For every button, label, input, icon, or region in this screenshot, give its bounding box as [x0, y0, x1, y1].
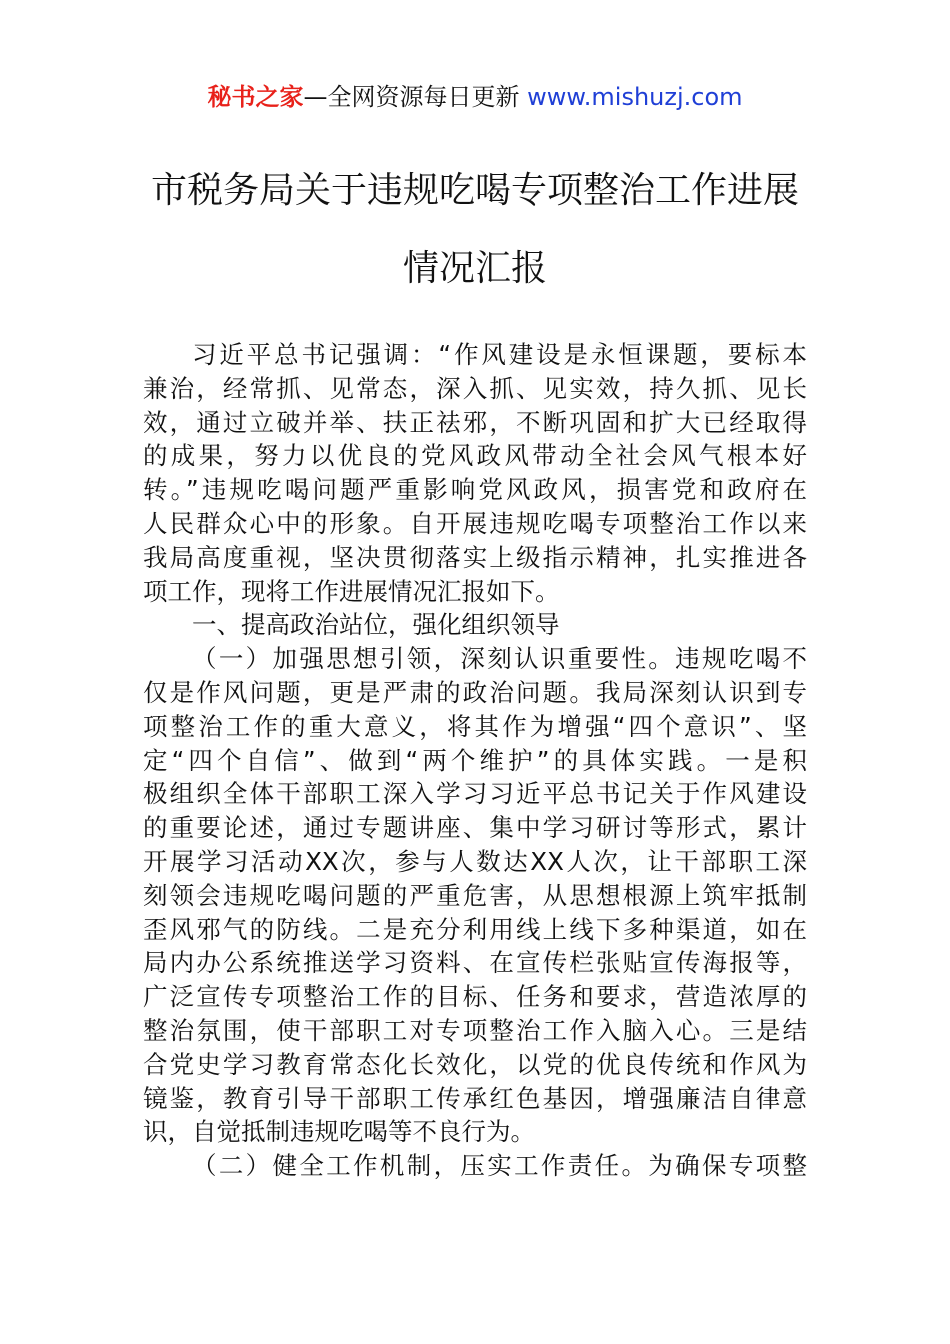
text-line: 人民群众心中的形象。自开展违规吃喝专项整治工作以来 — [143, 508, 807, 538]
text-line: 极组织全体干部职工深入学习习近平总书记关于作风建设 — [143, 779, 807, 809]
text-line: 合党史学习教育常态化长效化，以党的优良传统和作风为 — [143, 1049, 807, 1079]
text-line: 镜鉴，教育引导干部职工传承红色基因，增强廉洁自律意 — [143, 1083, 807, 1113]
text-line: 兼治，经常抓、见常态，深入抓、见实效，持久抓、见长 — [143, 373, 807, 403]
title-line-1: 市税务局关于违规吃喝专项整治工作进展 — [150, 170, 799, 211]
text-line: 转。”违规吃喝问题严重影响党风政风，损害党和政府在 — [143, 475, 807, 505]
site-url-link[interactable]: www.mishuzj.com — [527, 83, 743, 111]
text-line: 广泛宣传专项整治工作的目标、任务和要求，营造浓厚的 — [143, 982, 807, 1012]
text-line: 效，通过立破并举、扶正祛邪，不断巩固和扩大已经取得 — [143, 407, 807, 437]
text-line: 歪风邪气的防线。二是充分利用线上线下多种渠道，如在 — [143, 914, 807, 944]
text-line: （二）健全工作机制，压实工作责任。为确保专项整 — [192, 1151, 807, 1181]
text-line: 习近平总书记强调：“作风建设是永恒课题，要标本 — [192, 340, 807, 369]
site-slogan: —全网资源每日更新 — [303, 83, 520, 111]
document-body — [143, 338, 807, 1183]
section-heading: 一、提高政治站位，强化组织领导 — [192, 610, 560, 640]
text-line: 开展学习活动XX次，参与人数达XX人次，让干部职工深 — [143, 846, 807, 876]
text-line: 仅是作风问题，更是严肃的政治问题。我局深刻认识到专 — [143, 677, 807, 707]
site-brand: 秘书之家 — [207, 83, 304, 111]
text-line: 项工作，现将工作进展情况汇报如下。 — [143, 576, 560, 606]
document-title — [60, 152, 890, 308]
text-line: 项整治工作的重大意义，将其作为增强“四个意识”、坚 — [143, 711, 807, 741]
text-line: 局内办公系统推送学习资料、在宣传栏张贴宣传海报等， — [143, 948, 807, 978]
text-line: 识，自觉抵制违规吃喝等不良行为。 — [143, 1117, 535, 1147]
text-line: 的成果，努力以优良的党风政风带动全社会风气根本好 — [143, 441, 807, 471]
text-line: 刻领会违规吃喝问题的严重危害，从思想根源上筑牢抵制 — [143, 880, 807, 910]
text-line: 的重要论述，通过专题讲座、集中学习研讨等形式，累计 — [143, 813, 807, 843]
text-line: （一）加强思想引领，深刻认识重要性。违规吃喝不 — [192, 644, 807, 674]
site-banner — [0, 80, 950, 114]
title-line-2: 情况汇报 — [402, 248, 547, 289]
text-line: 我局高度重视，坚决贯彻落实上级指示精神，扎实推进各 — [143, 542, 807, 572]
text-line: 整治氛围，使干部职工对专项整治工作入脑入心。三是结 — [143, 1015, 807, 1045]
text-line: 定“四个自信”、做到“两个维护”的具体实践。一是积 — [143, 745, 807, 775]
